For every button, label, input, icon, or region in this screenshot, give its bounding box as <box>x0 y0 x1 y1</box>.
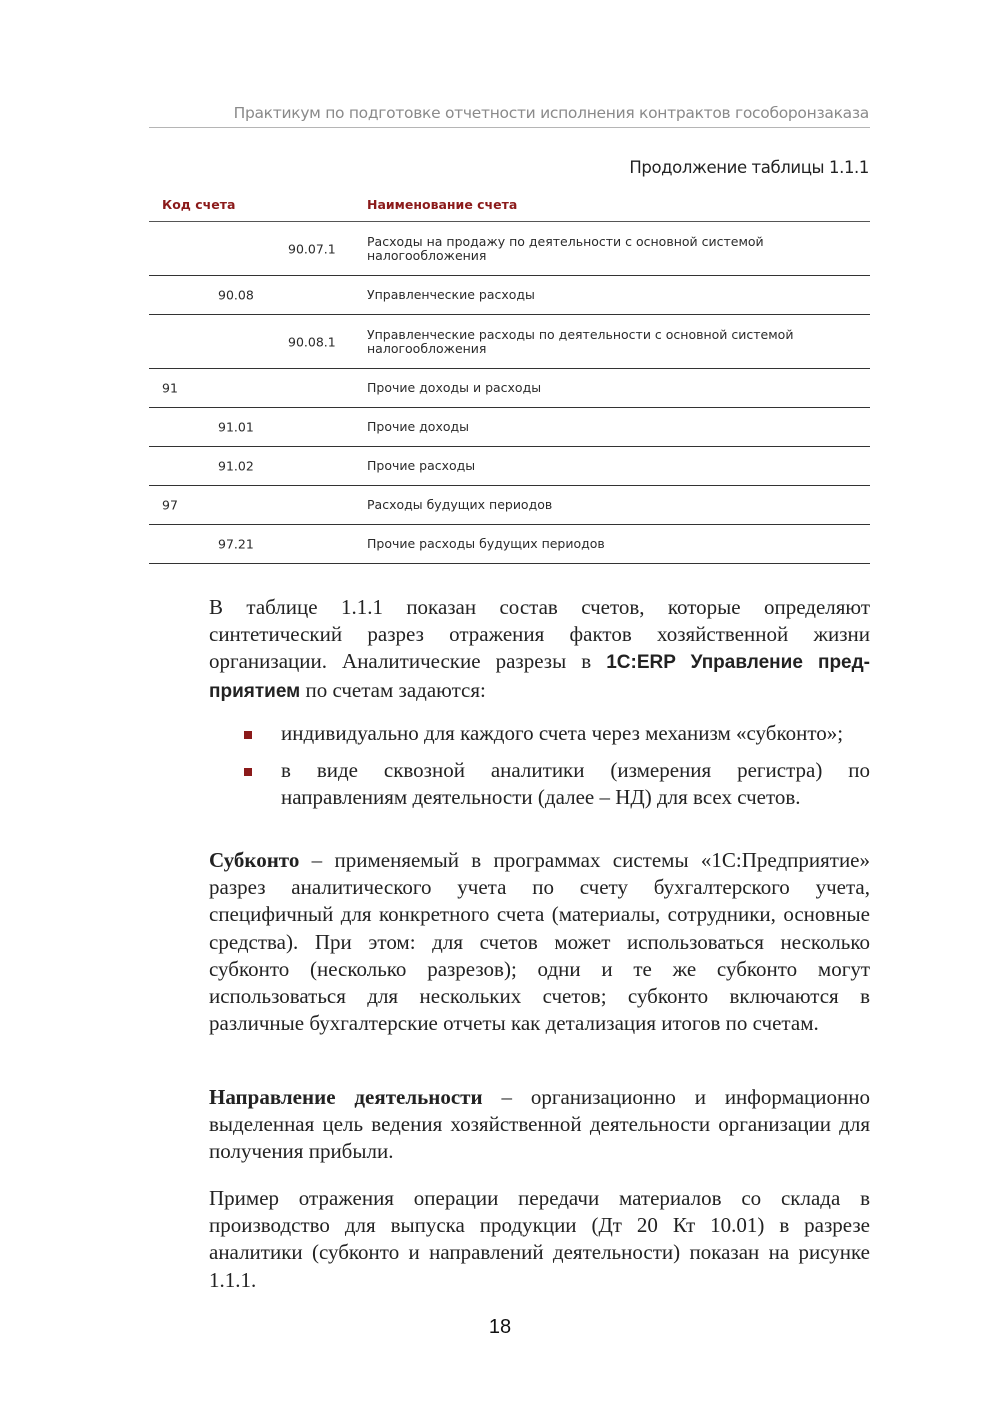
page-number: 18 <box>488 1316 512 1338</box>
square-bullet-icon <box>244 731 252 739</box>
account-name: Расходы на продажу по деятельности с основной системой налогообложения <box>367 233 764 263</box>
paragraph-example: Пример отражения операции передачи материалов со склада в производство для выпуска продукции (Дт 20 Кт 10.01) в разрезе аналитики (субконто и направлений деятельности) показан на рисунке 1.1.1. <box>209 1186 870 1292</box>
table-row <box>149 315 870 369</box>
list-item <box>209 757 870 811</box>
table-caption: Продолжение таблицы 1.1.1 <box>629 158 869 177</box>
header-rule <box>149 127 870 128</box>
account-code: 97 <box>162 497 178 513</box>
column-header-code: Код счета <box>162 197 236 212</box>
table-row <box>149 369 870 408</box>
term-direction: Направление деятельности <box>209 1085 483 1109</box>
paragraph-subkonto <box>209 847 870 1037</box>
paragraph-intro <box>209 594 870 705</box>
account-name: Расходы будущих периодов <box>367 497 553 512</box>
account-code: 90.07.1 <box>288 241 336 256</box>
list-item-text: в виде сквозной аналитики (измерения регистра) по направлениям деятельности (далее – НД) для всех счетов. <box>281 758 870 810</box>
table-row <box>149 408 870 447</box>
running-header: Практикум по подготовке отчетности исполнения контрактов гособоронзаказа <box>233 104 869 122</box>
table-row <box>149 222 870 276</box>
account-name: Управленческие расходы <box>367 287 535 302</box>
account-code: 97.21 <box>218 536 254 552</box>
accounts-table <box>149 190 870 564</box>
paragraph-intro-part1: В таблице 1.1.1 показан состав счетов, которые определяют синтетический разрез отражения фактов хозяйственной жизни организации. Аналитические разрезы в <box>209 595 870 674</box>
bullet-list <box>209 720 870 818</box>
account-code: 90.08.1 <box>288 334 336 349</box>
table-row <box>149 525 870 564</box>
square-bullet-icon <box>244 768 252 776</box>
account-name: Управленческие расходы по деятельности с основной системой налогообложения <box>367 326 794 356</box>
paragraph-intro-part2: по счетам задаются: <box>300 677 486 702</box>
account-code: 91.02 <box>218 458 254 474</box>
account-code: 90.08 <box>218 287 254 303</box>
account-name: Прочие расходы будущих периодов <box>367 536 605 551</box>
product-name: 1С:ERP Управление предприятием <box>209 652 870 702</box>
term-subkonto: Субконто <box>209 848 300 872</box>
account-name: Прочие доходы и расходы <box>367 380 542 395</box>
table-row <box>149 447 870 486</box>
column-header-name: Наименование счета <box>367 197 518 212</box>
account-code: 91.01 <box>218 419 254 435</box>
list-item-text: индивидуально для каждого счета через механизм «субконто»; <box>281 721 844 745</box>
paragraph-subkonto-text: – применяемый в программах системы «1С:Предприятие» разрез аналитического учета по счету бухгалтерского учета, специфичный для конкретного счета (материалы, сотрудники, основные средства). При этом: для счетов может использоваться несколько субконто (несколько разрезов); одни и те же субконто могут использоваться для нескольких счетов; субконто включаются в различные бухгалтерские отчеты как детализация итогов по счетам. <box>209 848 870 1036</box>
table-row <box>149 276 870 315</box>
paragraph-direction <box>209 1084 870 1166</box>
table-header-row <box>149 190 870 222</box>
account-name: Прочие расходы <box>367 458 476 473</box>
account-name: Прочие доходы <box>367 419 470 434</box>
table-row <box>149 486 870 525</box>
list-item <box>209 720 870 747</box>
account-code: 91 <box>162 380 178 396</box>
paragraph-direction-text: – организационно и информационно выделенная цель ведения хозяйственной деятельности организации для получения прибыли. <box>209 1085 871 1164</box>
